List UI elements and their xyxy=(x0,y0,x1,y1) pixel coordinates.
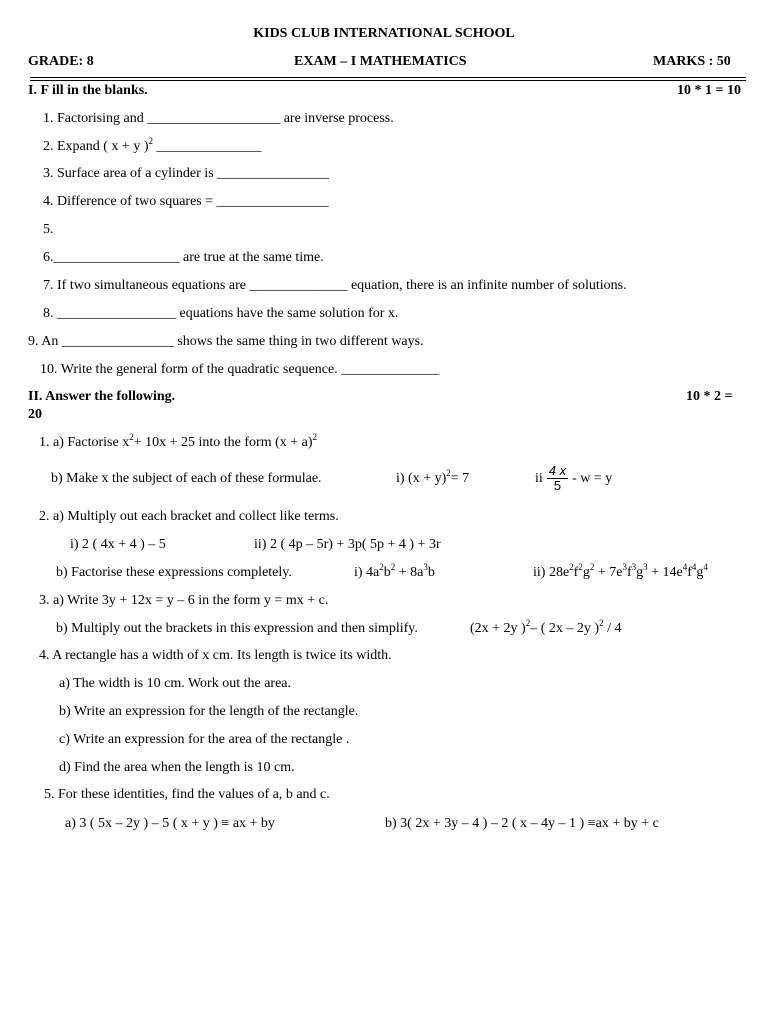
blank-q1: 1. Factorising and ___________________ are inverse process. xyxy=(43,111,394,126)
q2b-ii-t4: g xyxy=(582,565,590,580)
header-divider xyxy=(30,77,746,78)
blank-q3: 3. Surface area of a cylinder is ________________ xyxy=(43,166,330,181)
q2b-i-t4: + 8a xyxy=(395,565,424,580)
q1b-i-pre: i) (x + y) xyxy=(396,471,447,486)
q3b-s2: 2 xyxy=(599,618,604,628)
q1b-ii-numerator: 4 x xyxy=(548,463,567,479)
blank-q2-exponent: 2 xyxy=(148,136,153,146)
q3b-expression xyxy=(470,618,622,637)
q1b-text: b) Make x the subject of each of these formulae. xyxy=(51,471,322,486)
q2b-ii-s5: 2 xyxy=(589,562,595,572)
blank-q8: 8. _________________ equations have the same solution for x. xyxy=(43,306,399,321)
q2b-ii-t0: ii) 28e xyxy=(533,565,570,580)
section-2-marks: 10 * 2 = xyxy=(686,389,733,404)
q3a: 3. a) Write 3y + 12x = y – 6 in the form y = mx + c. xyxy=(39,593,329,608)
marks-label: MARKS : 50 xyxy=(653,54,731,69)
q2b-ii-t8: f xyxy=(626,565,632,580)
blank-q2-text: 2. Expand ( x + y ) xyxy=(43,139,149,154)
q3b-text: b) Multiply out the brackets in this expression and then simplify. xyxy=(56,621,418,636)
q1b-i-exp: 2 xyxy=(446,468,451,478)
q3b-e1: (2x + 2y ) xyxy=(470,621,526,636)
q2b-ii-t16: g xyxy=(696,565,704,580)
q2a-i: i) 2 ( 4x + 4 ) – 5 xyxy=(70,537,166,552)
q2b-text: b) Factorise these expressions completely. xyxy=(56,565,292,580)
q2a-ii: ii) 2 ( 4p – 5r) + 3p( 5p + 4 ) + 3r xyxy=(254,537,441,552)
q2b-ii-s17: 4 xyxy=(703,562,708,572)
q1b-ii-post: - w = y xyxy=(572,471,613,486)
q2b-ii-s11: 3 xyxy=(643,562,648,572)
q2b-ii-t10: g xyxy=(636,565,644,580)
blank-q7: 7. If two simultaneous equations are ______________ equation, there is an infinite number of solutions. xyxy=(43,278,627,293)
q4a: a) The width is 10 cm. Work out the area. xyxy=(59,676,292,691)
blank-q4: 4. Difference of two squares = ________________ xyxy=(43,194,329,209)
q5a: a) 3 ( 5x – 2y ) – 5 ( x + y ) ≡ ax + by xyxy=(65,816,275,831)
blank-q6: 6.__________________ are true at the same time. xyxy=(43,250,324,265)
q2b-ii-s15: 4 xyxy=(691,562,697,572)
q1b-ii-pre: ii xyxy=(535,471,543,486)
q1a-part1: 1. a) Factorise x xyxy=(39,435,130,450)
q2b-ii-s7: 3 xyxy=(622,562,627,572)
q2b-ii-t2: f xyxy=(573,565,579,580)
section-2-marks-wrap: 20 xyxy=(28,407,42,422)
q2b-ii-s13: 4 xyxy=(682,562,688,572)
q2b-ii-s1: 2 xyxy=(569,562,574,572)
q2b-i-s5: 3 xyxy=(423,562,428,572)
school-name: KIDS CLUB INTERNATIONAL SCHOOL xyxy=(253,26,515,41)
q1b-ii xyxy=(535,463,612,495)
q2b-ii-s3: 2 xyxy=(578,562,583,572)
section-1-marks: 10 * 1 = 10 xyxy=(677,83,741,98)
q1a-exp2: 2 xyxy=(312,432,318,442)
exam-title: EXAM – I MATHEMATICS xyxy=(294,54,467,69)
q2b-i-t6: b xyxy=(427,565,435,580)
blank-q10: 10. Write the general form of the quadratic sequence. ______________ xyxy=(40,362,440,377)
q4-text: 4. A rectangle has a width of x cm. Its length is twice its width. xyxy=(39,648,392,663)
q4b: b) Write an expression for the length of the rectangle. xyxy=(59,704,359,719)
q4c: c) Write an expression for the area of the rectangle . xyxy=(59,732,350,747)
q1b-ii-fraction xyxy=(547,464,568,493)
section-2-title: II. Answer the following. xyxy=(28,389,176,404)
q3b-e3: / 4 xyxy=(607,621,622,636)
q2b-ii-s9: 3 xyxy=(631,562,637,572)
grade-label: GRADE: 8 xyxy=(28,54,94,69)
q2b-i-s3: 2 xyxy=(390,562,396,572)
q4d: d) Find the area when the length is 10 cm. xyxy=(59,760,295,775)
q2b-i xyxy=(354,562,435,581)
q2b-ii-t12: + 14e xyxy=(647,565,683,580)
q2b-i-t0: i) 4a xyxy=(354,565,380,580)
q2b-ii xyxy=(533,562,708,581)
q2b-ii-t14: f xyxy=(687,565,692,580)
blank-q5: 5. xyxy=(43,222,54,237)
q1a xyxy=(39,432,318,451)
q2b-i-t2: b xyxy=(383,565,391,580)
q2a-text: 2. a) Multiply out each bracket and collect like terms. xyxy=(39,509,339,524)
q2b-ii-t6: + 7e xyxy=(594,565,623,580)
q5b: b) 3( 2x + 3y – 4 ) – 2 ( x – 4y – 1 ) ≡ax + by + c xyxy=(385,816,659,831)
q3b-e2: – ( 2x – 2y ) xyxy=(530,621,600,636)
q3b-s1: 2 xyxy=(525,618,531,628)
header-divider-2 xyxy=(30,80,746,81)
q1b-ii-denominator: 5 xyxy=(553,478,562,494)
blank-q2 xyxy=(43,136,262,155)
q1a-part2: + 10x + 25 into the form (x + a) xyxy=(133,435,313,450)
blank-q9: 9. An ________________ shows the same thing in two different ways. xyxy=(28,334,424,349)
q1a-exp1: 2 xyxy=(129,432,134,442)
q1b-i xyxy=(396,468,470,487)
q5-text: 5. For these identities, find the values of a, b and c. xyxy=(44,787,330,802)
q1b-i-post: = 7 xyxy=(450,471,470,486)
section-1-title: I. F ill in the blanks. xyxy=(28,83,148,98)
q2b-i-s1: 2 xyxy=(379,562,384,572)
blank-q2-line: _______________ xyxy=(153,139,262,154)
